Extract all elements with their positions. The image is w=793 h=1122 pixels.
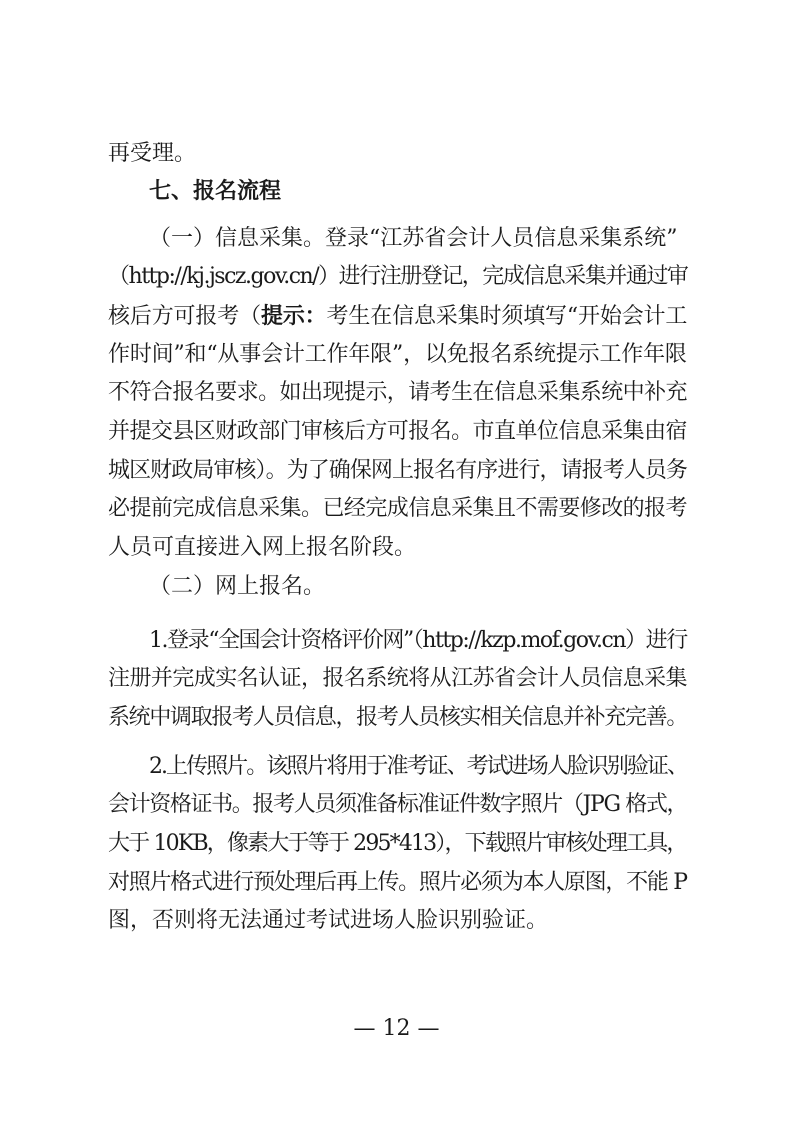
text-line: （http://kj.jscz.gov.cn/）进行注册登记，完成信息采集并通过审 [108,264,688,289]
text-line: 1.登录“全国会计资格评价网”（http://kzp.mof.gov.cn）进行 [149,628,687,653]
text-segment: 考生在信息采集时须填写“开始会计工 [326,304,688,329]
text-line: 大于 10KB，像素大于等于 295*413），下载照片审核处理工具， [108,831,687,856]
text-line: 不符合报名要求。如出现提示，请考生在信息采集系统中补充 [108,380,688,405]
text-line: 2.上传照片。该照片将用于准考证、考试进场人脸识别验证、 [149,754,687,779]
text-line: 系统中调取报考人员信息，报考人员核实相关信息并补充完善。 [108,705,688,730]
text-line: 会计资格证书。报考人员须准备标准证件数字照片（JPG 格式， [108,792,688,817]
text-line: 对照片格式进行预处理后再上传。照片必须为本人原图，不能 P [108,870,687,895]
text-line: 并提交县区财政部门审核后方可报名。市直单位信息采集由宿 [108,419,688,444]
page-number: — 12 — [353,1016,440,1041]
text-line: 注册并完成实名认证，报名系统将从江苏省会计人员信息采集 [108,666,688,691]
text-line: 必提前完成信息采集。已经完成信息采集且不需要修改的报考 [108,496,688,521]
text-line: 城区财政局审核）。为了确保网上报名有序进行，请报考人员务 [108,458,688,483]
section-heading: 七、报名流程 [149,179,282,204]
text-segment: 核后方可报考（ [108,304,261,329]
text-line [108,303,687,330]
text-line: 图，否则将无法通过考试进场人脸识别验证。 [108,908,549,933]
text-line: 人员可直接进入网上报名阶段。 [108,535,417,560]
hint-label: 提示： [260,303,327,329]
text-line: 再受理。 [108,141,197,166]
subsection-heading: （二）网上报名。 [149,574,326,599]
text-line: 作时间”和“从事会计工作年限”，以免报名系统提示工作年限 [108,342,687,367]
text-line: （一）信息采集。登录“江苏省会计人员信息采集系统” [149,226,678,251]
